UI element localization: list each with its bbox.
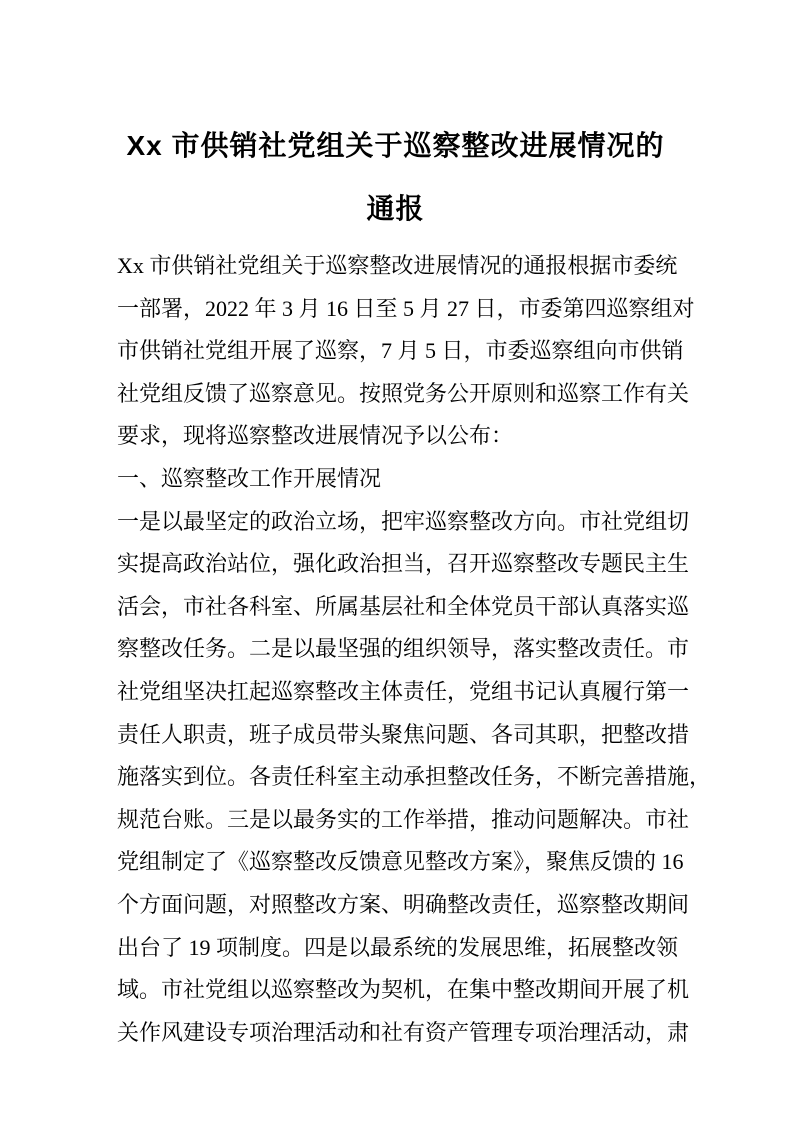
text-line: 一是以最坚定的政治立场，把牢巡察整改方向。市社党组切 [117, 508, 690, 534]
text-line: 关作风建设专项治理活动和社有资产管理专项治理活动，肃 [117, 1019, 690, 1045]
text-line: 实提高政治站位，强化政治担当，召开巡察整改专题民主生 [117, 551, 690, 577]
paragraph-section-1-content [117, 501, 712, 1055]
text-line: 施落实到位。各责任科室主动承担整改任务，不断完善措施， [117, 764, 712, 790]
document-body [117, 245, 712, 1054]
document-title-line-2: 通报 [366, 193, 425, 224]
text-line: 要求，现将巡察整改进展情况予以公布： [117, 423, 514, 449]
text-line: 域。市社党组以巡察整改为契机，在集中整改期间开展了机 [117, 977, 690, 1003]
paragraph-intro [117, 245, 695, 458]
text-line: 活会，市社各科室、所属基层社和全体党员干部认真落实巡 [117, 593, 690, 619]
text-line: 责任人职责，班子成员带头聚焦问题、各司其职，把整改措 [117, 721, 690, 747]
text-line: 出台了 19 项制度。四是以最系统的发展思维，拓展整改领 [117, 934, 679, 960]
section-heading-1 [117, 458, 674, 501]
text-line: 察整改任务。二是以最坚强的组织领导，落实整改责任。市 [117, 636, 690, 662]
text-line: 个方面问题，对照整改方案、明确整改责任，巡察整改期间 [117, 891, 690, 917]
text-line: 一、巡察整改工作开展情况 [117, 465, 382, 491]
text-line: 社党组反馈了巡察意见。按照党务公开原则和巡察工作有关 [117, 380, 690, 406]
text-line: 党组制定了《巡察整改反馈意见整改方案》，聚焦反馈的 16 [117, 849, 684, 875]
text-line: 市供销社党组开展了巡察，7 月 5 日，市委巡察组向市供销 [117, 338, 684, 364]
text-line: 一部署，2022 年 3 月 16 日至 5 月 27 日，市委第四巡察组对 [117, 295, 695, 321]
text-line: 规范台账。三是以最务实的工作举措，推动问题解决。市社 [117, 806, 690, 832]
document-title-line-1: Xx 市供销社党组关于巡察整改进展情况的 [126, 130, 665, 161]
text-line: 社党组坚决扛起巡察整改主体责任，党组书记认真履行第一 [117, 678, 690, 704]
document-title [117, 114, 674, 240]
text-line: Xx 市供销社党组关于巡察整改进展情况的通报根据市委统 [117, 253, 678, 278]
